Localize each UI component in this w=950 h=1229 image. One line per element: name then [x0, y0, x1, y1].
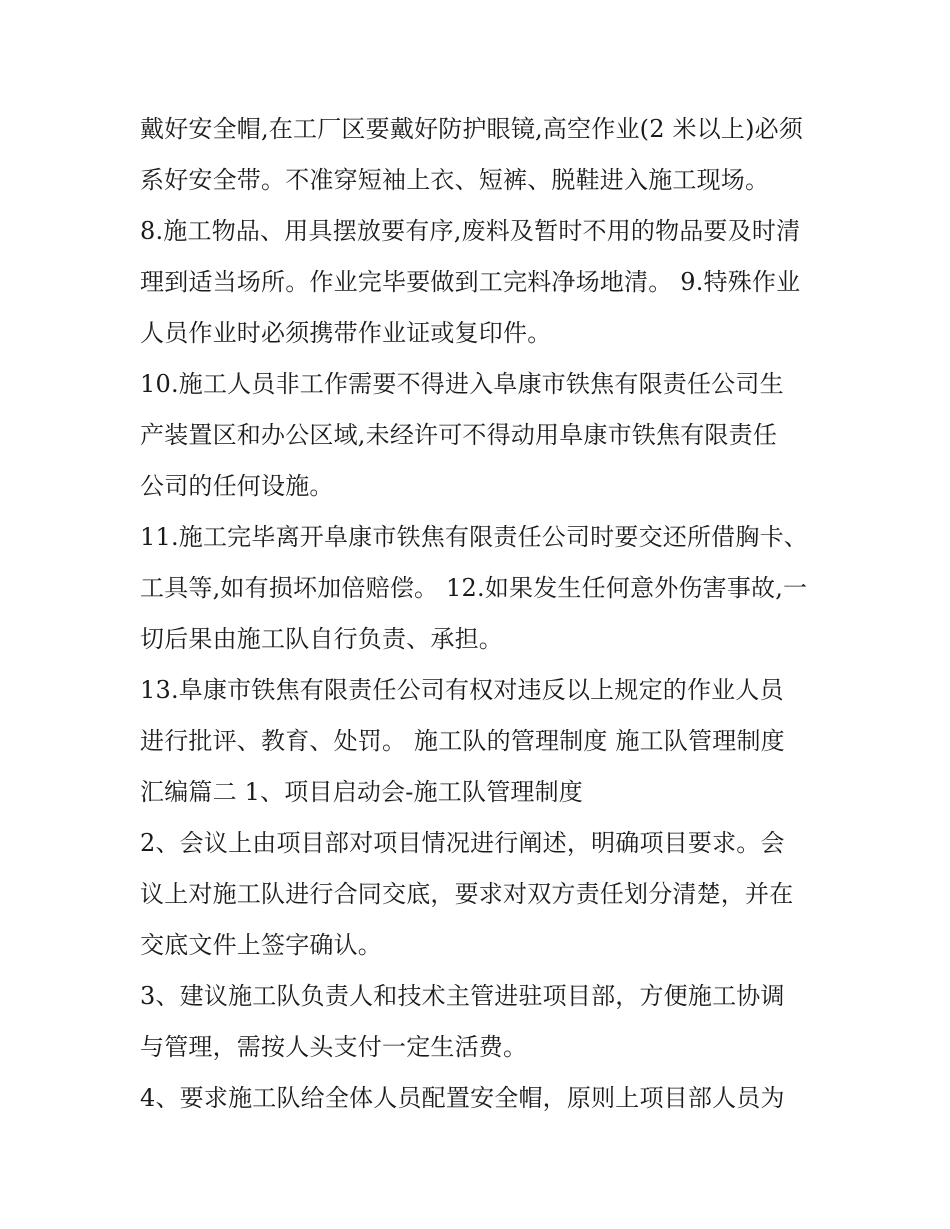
text-line: 2、会议上由项目部对项目情况进行阐述，明确项目要求。会 — [140, 829, 785, 857]
text-line: 13.阜康市铁焦有限责任公司有权对违反以上规定的作业人员 — [140, 676, 784, 704]
text-line: 8.施工物品、用具摆放要有序,废料及暂时不用的物品要及时清 — [140, 217, 801, 245]
text-line: 11.施工完毕离开阜康市铁焦有限责任公司时要交还所借胸卡、 — [140, 523, 808, 551]
text-line: 交底文件上签字确认。 — [140, 931, 382, 959]
text-line: 工具等,如有损坏加倍赔偿。 12.如果发生任何意外伤害事故,一 — [140, 574, 808, 602]
text-line: 切后果由施工队自行负责、承担。 — [140, 625, 503, 653]
text-line: 公司的任何设施。 — [140, 472, 334, 500]
text-line: 人员作业时必须携带作业证或复印件。 — [140, 319, 552, 347]
text-line: 3、建议施工队负责人和技术主管进驻项目部，方便施工协调 — [140, 982, 785, 1010]
text-line: 进行批评、教育、处罚。 施工队的管理制度 施工队管理制度 — [140, 727, 785, 755]
text-line: 与管理，需按人头支付一定生活费。 — [140, 1033, 528, 1061]
text-line: 4、要求施工队给全体人员配置安全帽，原则上项目部人员为 — [140, 1084, 785, 1112]
text-line: 10.施工人员非工作需要不得进入阜康市铁焦有限责任公司生 — [140, 370, 784, 398]
text-line: 理到适当场所。作业完毕要做到工完料净场地清。 9.特殊作业 — [140, 268, 801, 296]
text-line: 议上对施工队进行合同交底，要求对双方责任划分清楚，并在 — [140, 880, 794, 908]
text-line: 汇编篇二 1、项目启动会-施工队管理制度 — [140, 778, 584, 806]
text-line: 戴好安全帽,在工厂区要戴好防护眼镜,高空作业(2 米以上)必须 — [140, 115, 804, 143]
text-line: 产装置区和办公区域,未经许可不得动用阜康市铁焦有限责任 — [140, 421, 778, 449]
text-line: 系好安全带。不准穿短袖上衣、短裤、脱鞋进入施工现场。 — [140, 166, 770, 194]
document-body — [140, 104, 820, 1124]
